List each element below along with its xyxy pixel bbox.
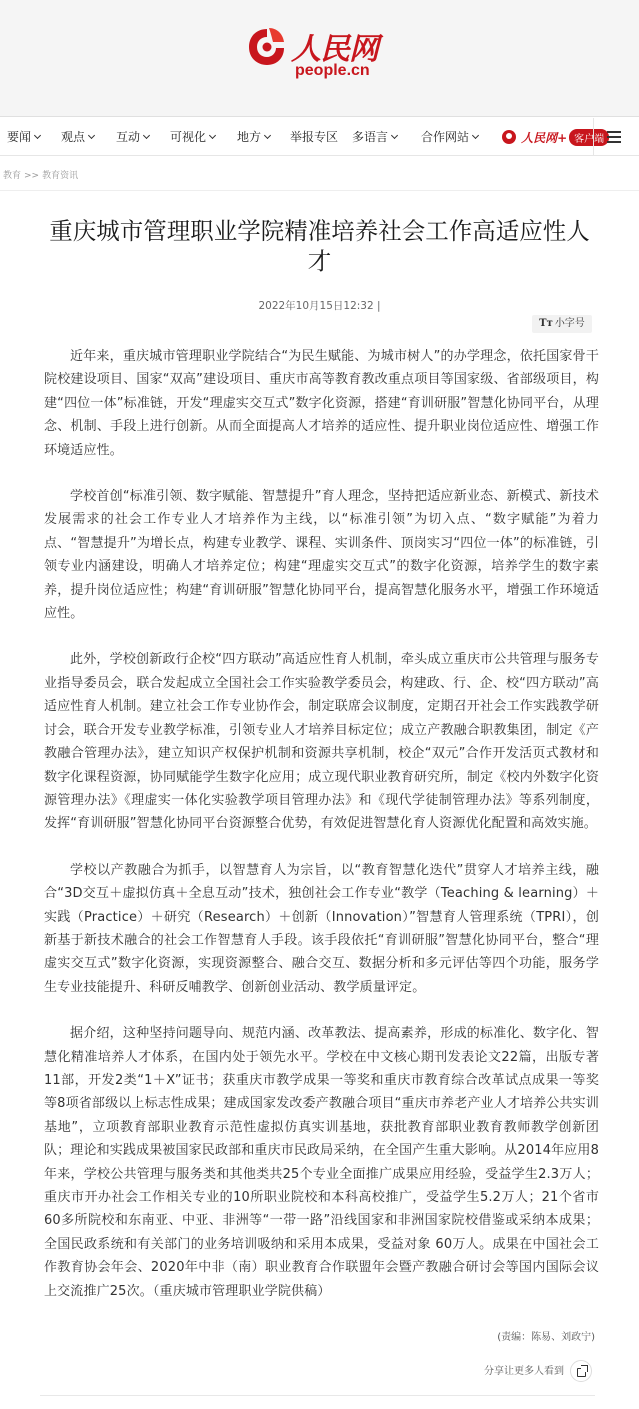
breadcrumb-item-education[interactable]: 教育 — [3, 171, 22, 181]
breadcrumb-item-education-news[interactable]: 教育资讯 — [42, 171, 79, 181]
site-logo[interactable] — [247, 22, 393, 82]
chevron-down-icon — [88, 132, 95, 139]
nav-item-local[interactable]: 地方 — [237, 118, 270, 156]
share-bar — [484, 1360, 592, 1382]
nav-item-news[interactable]: 要闻 — [7, 118, 40, 156]
chevron-down-icon — [264, 132, 271, 139]
client-name: 人民网+ — [521, 131, 568, 145]
logo-emblem-icon — [247, 26, 287, 68]
article-body — [44, 345, 599, 1303]
font-size-toggle-button[interactable] — [532, 315, 592, 333]
chevron-down-icon — [472, 132, 479, 139]
chevron-down-icon — [34, 132, 41, 139]
breadcrumb-separator: >> — [24, 171, 40, 181]
nav-item-opinion[interactable]: 观点 — [61, 118, 94, 156]
client-badge: 客户端 — [569, 129, 609, 146]
publish-time: 2022年10月15日12:32 | — [258, 300, 381, 312]
divider — [40, 1395, 595, 1396]
nav-item-languages[interactable]: 多语言 — [352, 118, 397, 156]
article-paragraph: 近年来，重庆城市管理职业学院结合“为民生赋能、为城市树人”的办学理念，依托国家骨干院校建设项目、国家“双高”建设项目、重庆市高等教育教改重点项目等国家级、省部级项目，构建“四位一体”标准链，开发“理虚实交互式”数字化资源，搭建“育训研服”智慧化协同平台，从理念、机制、手段上进行创新。从而全面提高人才培养的适应性、提升职业岗位适应性、增强工作环境适应性。 — [44, 349, 599, 458]
site-header — [0, 0, 639, 117]
nav-item-visualization[interactable]: 可视化 — [170, 118, 215, 156]
font-size-icon: Tт — [539, 318, 553, 329]
nav-item-interaction[interactable]: 互动 — [116, 118, 149, 156]
share-label: 分享让更多人看到 — [484, 1366, 564, 1377]
client-logo-icon — [502, 130, 516, 144]
logo-chinese: 人民网 — [291, 32, 378, 67]
main-nav — [0, 118, 639, 156]
breadcrumb — [3, 168, 78, 181]
nav-item-partners[interactable]: 合作网站 — [421, 118, 478, 156]
article-paragraph: 学校首创“标准引领、数字赋能、智慧提升”育人理念，坚持把适应新业态、新模式、新技术发展需求的社会工作专业人才培养作为主线，以“标准引领”为切入点、“数字赋能”为着力点、“智慧提升”为增长点，构建专业教学、课程、实训条件、顶岗实习“四位一体”的标准链，引领专业内涵建设，明确人才培养定位；构建“理虚实交互式”的数字化资源，培养学生的数字素养，提升岗位适应性；构建“育训研服”智慧化协同平台，提高智慧化服务水平，增强工作环境适应性。 — [44, 489, 599, 622]
logo-english: people.cn — [295, 62, 370, 79]
font-size-label: 小字号 — [554, 318, 585, 329]
chevron-down-icon — [209, 132, 216, 139]
article-paragraph: 据介绍，这种坚持问题导向、规范内涵、改革教法、提高素养，形成的标准化、数字化、智慧化精准培养人才体系，在国内处于领先水平。学校在中文核心期刊发表论文22篇，出版专著11部，开发2类“1＋X”证书；获重庆市教学成果一等奖和重庆市教育综合改革试点成果一等奖等8项省部级以上标志性成果；建成国家发改委产教融合项目“重庆市养老产业人才培养公共实训基地”，立项教育部职业教育示范性虚拟仿真实训基地，获批教育部职业教育教师教学创新团队；理论和实践成果被国家民政部和重庆市民政局采纳，在全国产生重大影响。从2014年应用8年来，学校公共管理与服务类和其他类共25个专业全面推广成果应用经验，受益学生2.3万人；重庆市开办社会工作相关专业的10所职业院校和本科高校推广，受益学生5.2万人；21个省市60多所院校和东南亚、中亚、非洲等“一带一路”沿线国家和非洲国家院校借鉴或采纳本成果；全国民政系统和有关部门的业务培训吸纳和采用本成果，受益对象 60万人。成果在中国社会工作教育协会年会、2020年中非（南）职业教育合作联盟年会暨产教融合研讨会等国内国际会议上交流推广25次。（重庆城市管理职业学院供稿） — [44, 1026, 599, 1299]
share-icon[interactable] — [570, 1360, 592, 1382]
article-paragraph: 学校以产教融合为抓手，以智慧育人为宗旨，以“教育智慧化迭代”贯穿人才培养主线，融合“3D交互＋虚拟仿真＋全息互动”技术，独创社会工作专业“教学（Teaching & learning）＋实践（Practice）＋研究（Research）＋创新（Innovation）”智慧育人管理系统（TPRI），创新基于新技术融合的社会工作智慧育人手段。该手段依托“育训研服”智慧化协同平台，整合“理虚实交互式”数字化资源，实现资源整合、融合交互、数据分析和多元评估等四个功能，服务学生专业技能提升、科研反哺教学、创新创业活动、教学质量评定。 — [44, 862, 599, 995]
hamburger-menu-icon[interactable] — [593, 118, 639, 156]
editor-credit: (责编：陈易、刘政宁) — [497, 1332, 595, 1343]
article-paragraph: 此外，学校创新政行企校“四方联动”高适应性育人机制，牵头成立重庆市公共管理与服务专业指导委员会，联合发起成立全国社会工作实验教学委员会，构建政、行、企、校“四方联动”高适应性育人机制。建立社会工作专业协作会，制定联席会议制度，定期召开社会工作实践教学研讨会，联合开发专业教学标准，引领专业人才培养目标定位；成立产教融合职教集团，制定《产教融合管理办法》，建立知识产权保护机制和资源共享机制，校企“双元”合作开发活页式教材和数字化课程资源，协同赋能学生数字化应用；成立现代职业教育研究所，制定《校内外数字化资源管理办法》《理虚实一体化实验教学项目管理办法》和《现代学徒制管理办法》等系列制度，发挥“育训研服”智慧化协同平台资源整合优势，有效促进智慧化育人资源优化配置和高效实施。 — [44, 652, 599, 832]
divider — [0, 190, 639, 191]
chevron-down-icon — [143, 132, 150, 139]
nav-item-report[interactable]: 举报专区 — [290, 130, 339, 144]
article-title: 重庆城市管理职业学院精准培养社会工作高适应性人才 — [49, 217, 590, 275]
chevron-down-icon — [391, 132, 398, 139]
